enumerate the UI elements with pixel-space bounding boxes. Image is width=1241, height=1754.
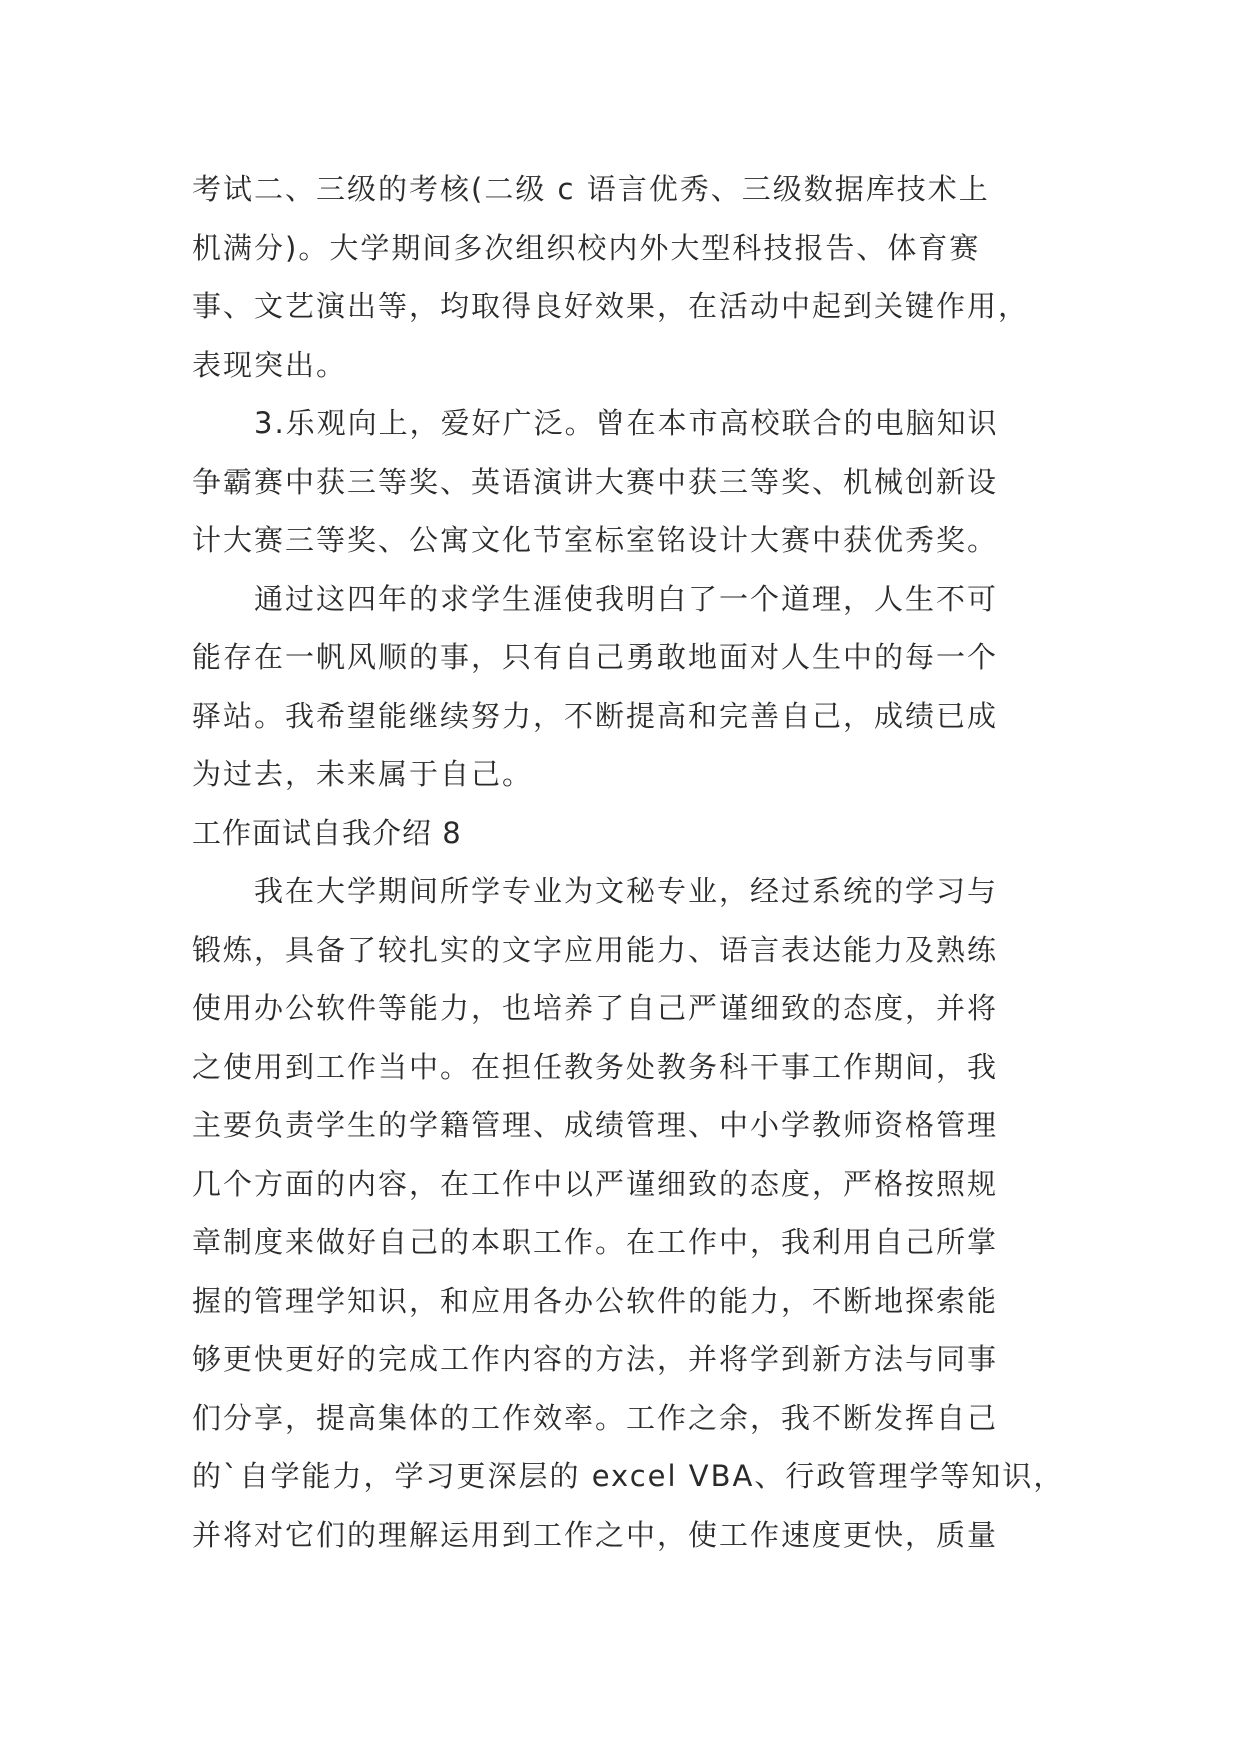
text-line: 章制度来做好自己的本职工作。在工作中，我利用自己所掌 bbox=[192, 1225, 999, 1259]
text-line: 锻炼，具备了较扎实的文字应用能力、语言表达能力及熟练 bbox=[192, 932, 999, 967]
text-line: 握的管理学知识，和应用各办公软件的能力，不断地探索能 bbox=[192, 1283, 999, 1318]
text-line: 驿站。我希望能继续努力，不断提高和完善自己，成绩已成 bbox=[192, 698, 999, 733]
text-line: 的`自学能力，学习更深层的 excel VBA、行政管理学等知识， bbox=[192, 1459, 1065, 1493]
text-line: 能存在一帆风顺的事，只有自己勇敢地面对人生中的每一个 bbox=[192, 640, 999, 674]
document-body bbox=[192, 160, 1065, 1564]
text-line: 机满分)。大学期间多次组织校内外大型科技报告、体育赛 bbox=[192, 230, 981, 265]
text-line: 使用办公软件等能力，也培养了自己严谨细致的态度，并将 bbox=[192, 991, 999, 1025]
paragraph-start-line: 3.乐观向上，爱好广泛。曾在本市高校联合的电脑知识 bbox=[254, 406, 999, 440]
text-line: 计大赛三等奖、公寓文化节室标室铭设计大赛中获优秀奖。 bbox=[192, 523, 999, 557]
paragraph-start-line: 通过这四年的求学生涯使我明白了一个道理，人生不可 bbox=[254, 581, 999, 616]
text-line: 主要负责学生的学籍管理、成绩管理、中小学教师资格管理 bbox=[192, 1108, 999, 1142]
text-line: 并将对它们的理解运用到工作之中，使工作速度更快，质量 bbox=[192, 1517, 999, 1552]
section-heading: 工作面试自我介绍 8 bbox=[192, 815, 462, 850]
text-line: 事、文艺演出等，均取得良好效果，在活动中起到关键作用， bbox=[192, 289, 1030, 323]
text-line: 争霸赛中获三等奖、英语演讲大赛中获三等奖、机械创新设 bbox=[192, 464, 999, 499]
text-line: 们分享，提高集体的工作效率。工作之余，我不断发挥自己 bbox=[192, 1400, 999, 1435]
paragraph-start-line: 我在大学期间所学专业为文秘专业，经过系统的学习与 bbox=[254, 874, 999, 908]
text-line: 表现突出。 bbox=[192, 347, 348, 382]
text-line: 之使用到工作当中。在担任教务处教务科干事工作期间，我 bbox=[192, 1049, 999, 1084]
text-line: 够更快更好的完成工作内容的方法，并将学到新方法与同事 bbox=[192, 1342, 999, 1376]
text-line: 几个方面的内容，在工作中以严谨细致的态度，严格按照规 bbox=[192, 1166, 999, 1201]
text-line: 为过去，未来属于自己。 bbox=[192, 757, 534, 791]
text-line: 考试二、三级的考核(二级 c 语言优秀、三级数据库技术上 bbox=[192, 172, 990, 206]
